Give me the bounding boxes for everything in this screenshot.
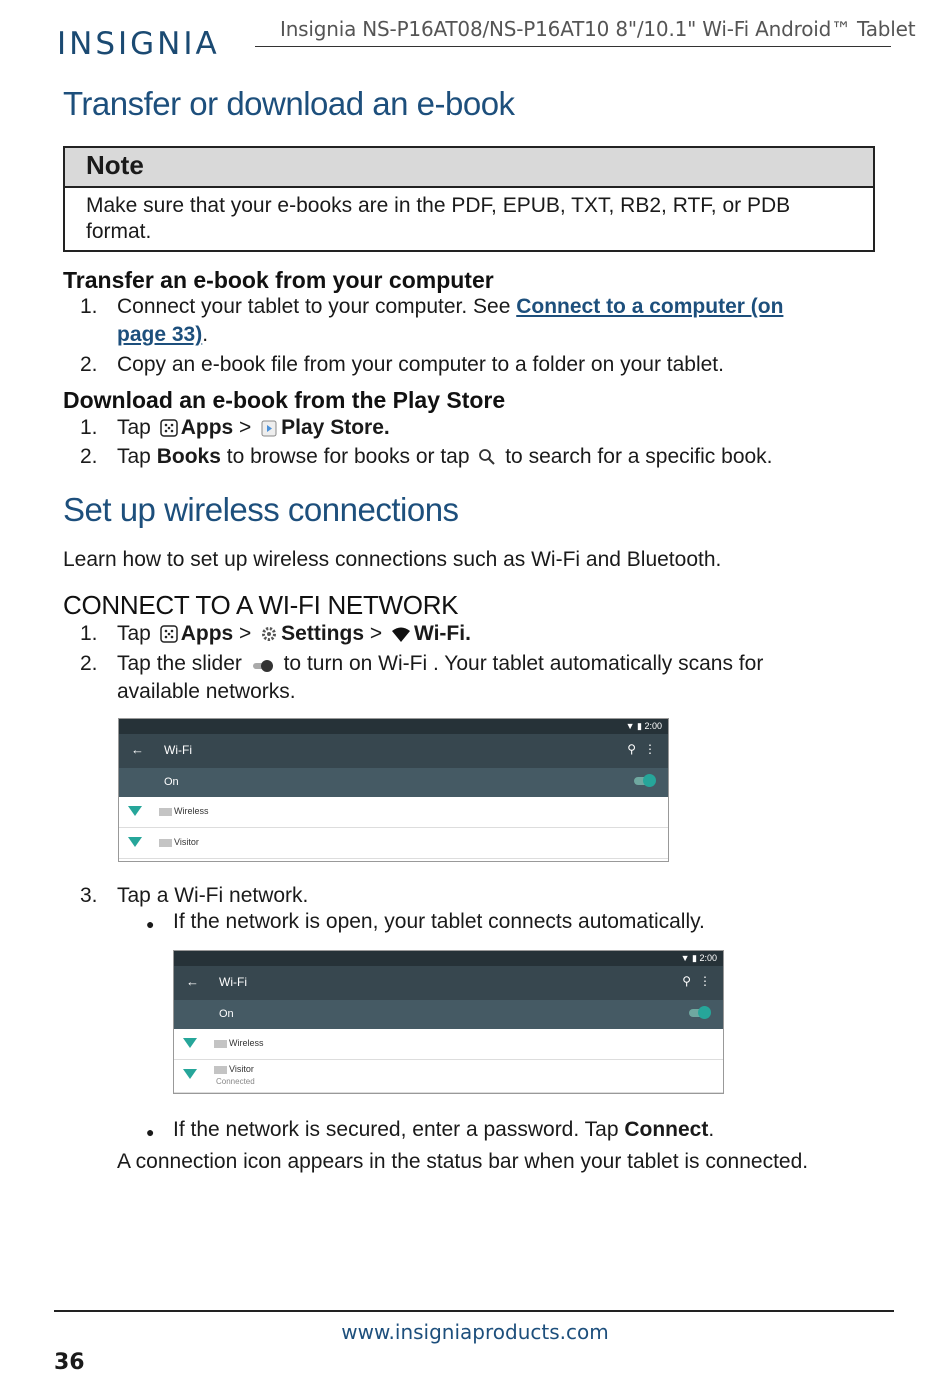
step-number: 2.: [80, 353, 98, 376]
play-store-label: Play Store.: [281, 416, 390, 439]
blurred-ssid: [214, 1040, 227, 1048]
on-label: On: [219, 1008, 234, 1020]
network-status: Connected: [216, 1077, 255, 1086]
footer-url[interactable]: www.insigniaproducts.com: [341, 1320, 609, 1344]
more-options-icon[interactable]: ⋮: [644, 742, 656, 756]
step-number: 1.: [80, 622, 98, 645]
step-number: 2.: [80, 445, 98, 468]
back-arrow-icon[interactable]: ←: [131, 742, 144, 757]
insignia-logo: INSIGNIA: [57, 26, 220, 62]
wifi-on-bar: [174, 1000, 723, 1029]
apps-icon: [160, 417, 178, 445]
wifi-icon: [391, 623, 411, 651]
step-text: Tap: [117, 622, 151, 645]
step-number: 3.: [80, 884, 98, 907]
transfer-heading: Transfer an e-book from your computer: [63, 267, 494, 293]
search-icon[interactable]: ⚲: [627, 742, 636, 756]
step-text: If the network is secured, enter a password. Tap: [173, 1118, 625, 1141]
closing-text: A connection icon appears in the status bar when your tablet is connected.: [117, 1150, 809, 1173]
toolbar: [174, 966, 723, 1000]
books-label: Books: [156, 445, 221, 468]
wifi-toggle[interactable]: [634, 777, 654, 785]
search-icon: [478, 446, 496, 474]
status-bar: ▼ ▮ 2:00: [119, 719, 668, 734]
network-name: Wireless: [174, 806, 209, 816]
footer-rule: [54, 1310, 894, 1312]
note-text: Make sure that your e-books are in the PDF, EPUB, TXT, RB2, RTF, or PDB format.: [86, 194, 791, 243]
wifi-screenshot-1: [118, 718, 669, 862]
wifi-signal-icon: [128, 837, 142, 847]
apps-label: Apps: [180, 622, 234, 645]
step-text-end: .: [202, 323, 209, 346]
step-text: Tap: [117, 416, 151, 439]
bullet-open-network: If the network is open, your tablet connects automatically.: [173, 910, 705, 933]
bullet: ●: [146, 1124, 155, 1140]
toolbar-title: Wi-Fi: [219, 975, 247, 989]
download-step-2: [117, 443, 773, 474]
bullet: ●: [146, 916, 155, 932]
download-step-1: [117, 414, 390, 445]
wifi-step-2: [117, 650, 763, 681]
transfer-step-1: [117, 293, 837, 349]
status-bar: ▼ ▮ 2:00: [174, 951, 723, 966]
on-label: On: [164, 776, 179, 788]
note-heading: Note: [65, 148, 873, 188]
blurred-ssid: [159, 808, 172, 816]
step-text: to browse for books or tap: [226, 445, 470, 468]
wifi-on-bar: [119, 768, 668, 797]
wifi-step-2-cont: available networks.: [117, 680, 296, 703]
wifi-step-1: [117, 620, 471, 651]
network-row[interactable]: [174, 1060, 723, 1093]
toolbar: [119, 734, 668, 768]
step-number: 1.: [80, 416, 98, 439]
transfer-step-2: Copy an e-book file from your computer to a folder on your tablet.: [117, 353, 724, 376]
download-heading: Download an e-book from the Play Store: [63, 387, 506, 413]
wifi-screenshot-2: [173, 950, 724, 1094]
network-name: Visitor: [229, 1064, 254, 1074]
section-title-ebook: Transfer or download an e-book: [63, 85, 515, 122]
header-rule: [255, 46, 891, 47]
header-title: Insignia NS-P16AT08/NS-P16AT10 8"/10.1" Wi-Fi Android™ Tablet: [280, 17, 916, 41]
settings-label: Settings: [281, 622, 364, 645]
blurred-ssid: [214, 1066, 227, 1074]
network-row[interactable]: [119, 828, 668, 859]
apps-icon: [160, 623, 178, 651]
section-title-wireless: Set up wireless connections: [63, 491, 459, 528]
step-text: to search for a specific book.: [505, 445, 773, 468]
connect-computer-link[interactable]: Connect to a computer (on page 33): [117, 295, 784, 346]
step-text: Connect your tablet to your computer. See: [117, 295, 517, 318]
wifi-label: Wi-Fi.: [413, 622, 471, 645]
status-time: 2:00: [699, 953, 717, 963]
wifi-toggle[interactable]: [689, 1009, 709, 1017]
separator: >: [369, 622, 383, 645]
network-row[interactable]: [174, 1029, 723, 1060]
gear-icon: [260, 623, 278, 651]
separator: >: [239, 622, 252, 645]
more-options-icon[interactable]: ⋮: [699, 974, 711, 988]
step-text: to turn on Wi-Fi . Your tablet automatically scans for: [283, 652, 764, 675]
step-number: 2.: [80, 652, 98, 675]
wifi-signal-icon: [128, 806, 142, 816]
slider-icon: [251, 653, 275, 681]
wireless-intro: Learn how to set up wireless connections such as Wi-Fi and Bluetooth.: [63, 548, 722, 571]
network-row[interactable]: [119, 797, 668, 828]
search-icon[interactable]: ⚲: [682, 974, 691, 988]
wifi-signal-icon: [183, 1069, 197, 1079]
network-name: Visitor: [174, 837, 199, 847]
wifi-step-3: Tap a Wi-Fi network.: [117, 884, 309, 907]
note-box: [63, 146, 875, 252]
back-arrow-icon[interactable]: ←: [186, 974, 199, 989]
blurred-ssid: [159, 839, 172, 847]
play-store-icon: [260, 417, 278, 445]
step-text: Tap the slider: [117, 652, 242, 675]
page-number: 36: [54, 1350, 85, 1375]
status-time: 2:00: [644, 721, 662, 731]
bullet-secured-network: [173, 1116, 714, 1144]
network-name: Wireless: [229, 1038, 264, 1048]
wifi-subheading: CONNECT TO A WI-FI NETWORK: [63, 590, 459, 620]
step-text-end: .: [708, 1118, 715, 1141]
connect-label: Connect: [624, 1118, 709, 1141]
toolbar-title: Wi-Fi: [164, 743, 192, 757]
step-number: 1.: [80, 295, 98, 318]
apps-label: Apps: [180, 416, 234, 439]
step-text: Tap: [117, 445, 151, 468]
separator: >: [239, 416, 252, 439]
wifi-signal-icon: [183, 1038, 197, 1048]
